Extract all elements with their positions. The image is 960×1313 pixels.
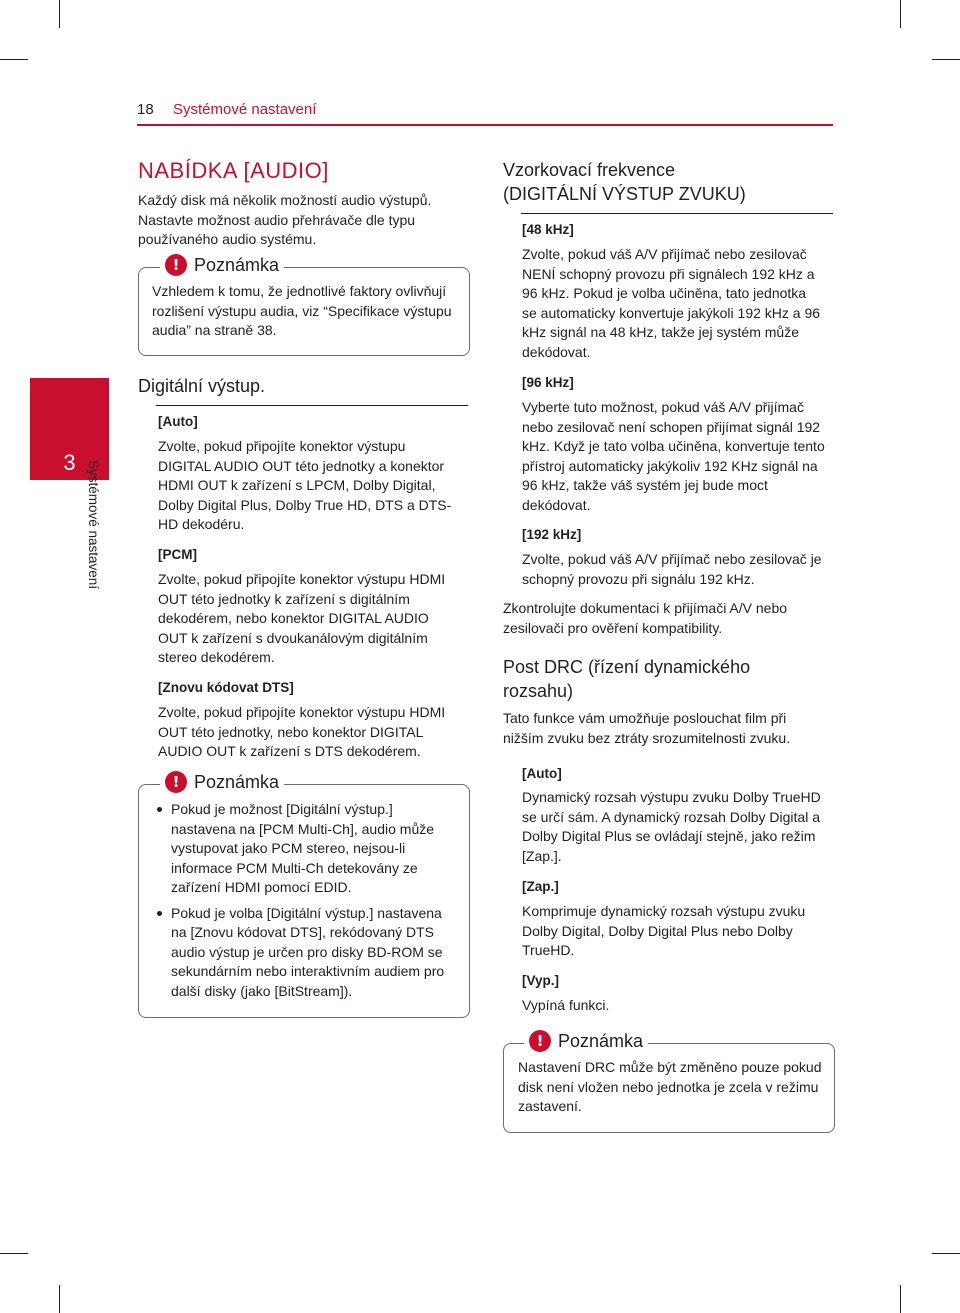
subsection-heading: (DIGITÁLNÍ VÝSTUP ZVUKU) xyxy=(503,184,746,204)
note-header xyxy=(524,1030,648,1052)
option-label: [PCM] xyxy=(158,547,197,562)
crop-mark xyxy=(900,1285,901,1313)
option-label: [Auto] xyxy=(522,766,562,781)
option-text: Dynamický rozsah výstupu zvuku Dolby TrueHD se určí sám. A dynamický rozsah Dolby Digital a Dolby Digital Plus se ovládají stejně, jako režim [Zap.]. xyxy=(522,789,821,864)
chapter-title: Systémové nastavení xyxy=(86,460,101,590)
note-bullet: Pokud je volba [Digitální výstup.] nastavena na [Znovu kódovat DTS], rekódovaný DTS audio výstup je určen pro disky BD-ROM se sekundárním nebo interaktivním audiem pro další disky (jako [BitStream]). xyxy=(157,904,455,1002)
note-header xyxy=(160,771,284,793)
option-label: [96 kHz] xyxy=(522,375,574,390)
crop-mark xyxy=(900,0,901,28)
alert-icon: ! xyxy=(165,254,187,276)
subsection-heading: Post DRC (řízení dynamického rozsahu) xyxy=(503,657,751,701)
option-text: Zvolte, pokud připojíte konektor výstupu HDMI OUT této jednotky, nebo konektor DIGITAL AUDIO OUT k zařízení s DTS dekodérem. xyxy=(158,704,446,759)
subsection-heading: Vzorkovací frekvence xyxy=(503,160,676,180)
option-text: Zvolte, pokud připojíte konektor výstupu DIGITAL AUDIO OUT této jednotky a konektor HDMI OUT k zařízení s LPCM, Dolby Digital, Dolby Digital Plus, Dolby True HD, DTS a DTS-HD dekodéru. xyxy=(158,438,452,532)
chapter-number: 3 xyxy=(63,450,76,475)
option-text: Vyberte tuto možnost, pokud váš A/V přijímač nebo zesilovač není schopen přijímat signál 192 kHz. Když je tato volba učiněna, konvertuje tento přístroj automaticky jakýkoliv 192 KHz signál na 96 kHz, takže váš systém jej bude moct dekódovat. xyxy=(522,399,825,513)
section-title: NABÍDKA [AUDIO] xyxy=(138,158,329,183)
option-label: [192 kHz] xyxy=(522,527,582,542)
note-title: Poznámka xyxy=(194,254,280,275)
page-number: 18 xyxy=(137,101,154,118)
option-text: Zvolte, pokud váš A/V přijímač nebo zesilovač NENÍ schopný provozu při signálech 192 kHz a 96 kHz. Pokud je volba učiněna, tato jednotka se automaticky konvertuje jakýkoli 192 kHz a 96 kHz signál na 48 kHz, takže jej systém může dekódovat. xyxy=(522,246,821,360)
crop-mark xyxy=(59,0,60,28)
option-text: Zvolte, pokud připojíte konektor výstupu HDMI OUT této jednotky k zařízení s digitálním dekodérem, nebo konektor DIGITAL AUDIO OUT k zařízení s dvoukanálovým digitálním stereo dekodérem. xyxy=(158,571,446,665)
note-header xyxy=(160,254,284,276)
heading-rule xyxy=(156,405,468,406)
crop-mark xyxy=(932,1253,960,1254)
option-text: Vypíná funkci. xyxy=(522,997,610,1013)
section-intro: Každý disk má několik možností audio výstupů. Nastavte možnost audio přehrávače dle typu používaného audio systému. xyxy=(138,192,432,247)
option-label: [Auto] xyxy=(158,414,198,429)
heading-rule xyxy=(521,213,833,214)
option-label: [Vyp.] xyxy=(522,973,559,988)
note-text: Nastavení DRC může být změněno pouze pokud disk není vložen nebo jednotka je zcela v režimu zastavení. xyxy=(518,1059,822,1114)
drc-intro: Tato funkce vám umožňuje poslouchat film při nižším zvuku bez ztráty srozumitelnosti zvuku. xyxy=(503,710,791,746)
chapter-title-vertical xyxy=(56,460,126,660)
note-text: Vzhledem k tomu, že jednotlivé faktory ovlivňují rozlišení výstupu audia, viz “Specifikace výstupu audia” na straně 38. xyxy=(152,283,452,338)
subsection-heading: Digitální výstup. xyxy=(138,376,266,396)
header-rule xyxy=(137,124,833,126)
option-text: Zvolte, pokud váš A/V přijímač nebo zesilovač je schopný provozu při signálu 192 kHz. xyxy=(522,551,822,587)
compatibility-note: Zkontrolujte dokumentaci k přijímači A/V nebo zesilovači pro ověření kompatibility. xyxy=(503,600,788,636)
note-bullets xyxy=(157,800,455,1007)
note-title: Poznámka xyxy=(194,771,280,792)
crop-mark xyxy=(59,1285,60,1313)
alert-icon: ! xyxy=(165,771,187,793)
option-label: [48 kHz] xyxy=(522,222,574,237)
option-text: Komprimuje dynamický rozsah výstupu zvuku Dolby Digital, Dolby Digital Plus nebo Dolby TrueHD. xyxy=(522,903,806,958)
note-title: Poznámka xyxy=(558,1030,644,1051)
crop-mark xyxy=(0,1253,28,1254)
option-label: [Zap.] xyxy=(522,879,559,894)
running-head: Systémové nastavení xyxy=(173,101,317,118)
note-bullet: Pokud je možnost [Digitální výstup.] nastavena na [PCM Multi-Ch], audio může vystupovat jako PCM stereo, nejsou-li informace PCM Multi-Ch detekovány ze zařízení HDMI pomocí EDID. xyxy=(157,800,455,898)
option-label: [Znovu kódovat DTS] xyxy=(158,680,294,695)
crop-mark xyxy=(932,59,960,60)
crop-mark xyxy=(0,59,28,60)
alert-icon: ! xyxy=(529,1030,551,1052)
